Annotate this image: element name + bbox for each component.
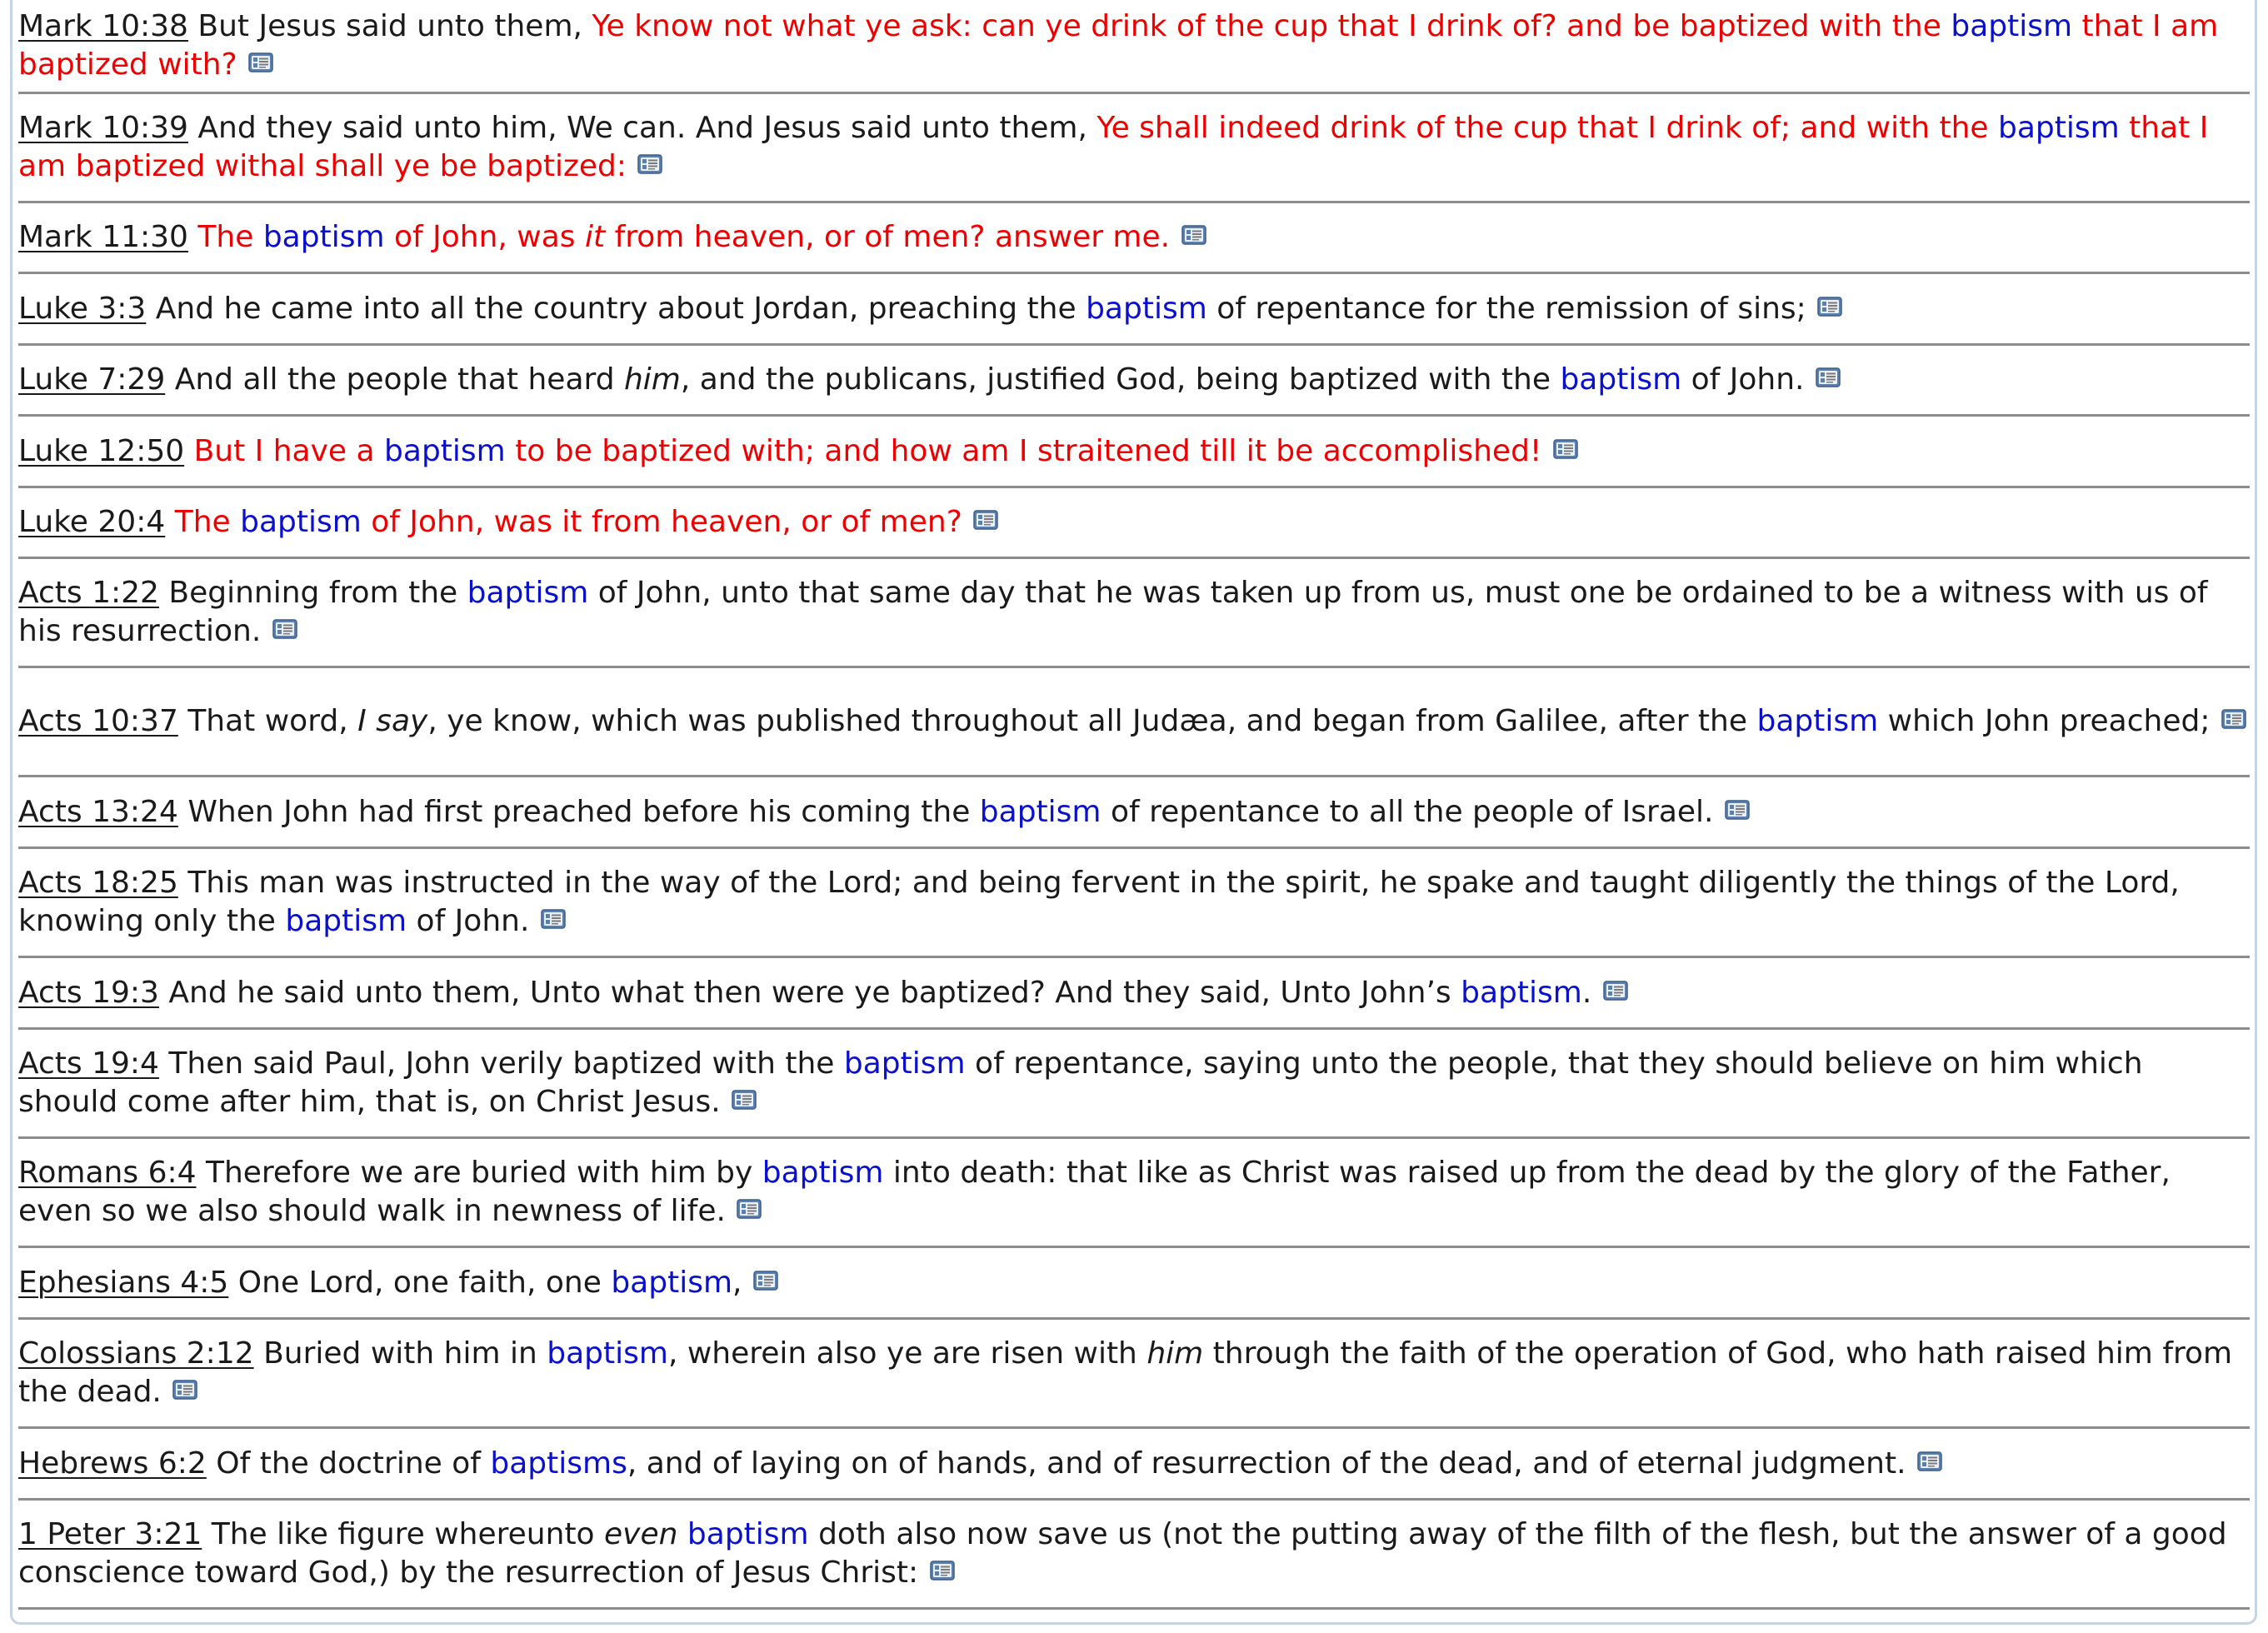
search-term-highlight: baptism	[467, 576, 589, 610]
search-term-highlight: baptism	[262, 220, 385, 254]
verse-segment: Ye shall indeed drink of the cup that I drink of; and with the	[1097, 111, 1999, 145]
verse-row	[18, 94, 2250, 203]
verse-row	[18, 1030, 2250, 1139]
verse-reference-link[interactable]: Luke 20:4	[18, 505, 166, 539]
verse-segment: I say	[357, 704, 428, 738]
verse-row	[18, 274, 2250, 346]
verse-segment: that I am baptized with?	[18, 9, 2219, 82]
verse-segment: Of the doctrine of	[216, 1446, 491, 1481]
verse-reference-link[interactable]: Acts 18:25	[18, 866, 178, 900]
verse-reference-link[interactable]: Acts 1:22	[18, 576, 159, 610]
verse-segment: The like figure whereunto	[211, 1517, 605, 1551]
verse-reference-link[interactable]: 1 Peter 3:21	[18, 1517, 202, 1551]
verse-reference-link[interactable]: Acts 13:24	[18, 794, 178, 829]
copy-verse-icon[interactable]	[1816, 367, 1841, 387]
verse-segment: And they said unto him, We can. And Jesus said unto them,	[197, 111, 1097, 145]
copy-verse-icon[interactable]	[172, 1380, 197, 1400]
verse-segment: The	[174, 505, 241, 539]
verse-text	[18, 7, 2248, 84]
verse-row	[18, 777, 2250, 849]
search-term-highlight: baptism	[285, 904, 407, 938]
verse-row	[18, 203, 2250, 274]
verse-reference-link[interactable]: Romans 6:4	[18, 1156, 197, 1190]
verse-segment: When John had first preached before his coming the	[187, 794, 980, 829]
verse-reference-link[interactable]: Acts 19:3	[18, 975, 159, 1010]
copy-verse-icon[interactable]	[1725, 800, 1750, 820]
copy-verse-icon[interactable]	[930, 1561, 955, 1581]
copy-verse-icon[interactable]	[637, 154, 662, 174]
verse-row	[18, 488, 2250, 559]
copy-verse-icon[interactable]	[272, 619, 297, 639]
search-term-highlight: baptism	[843, 1046, 966, 1081]
verse-text	[18, 290, 2248, 328]
verse-reference-link[interactable]: Mark 10:39	[18, 111, 188, 145]
verse-segment: .	[1581, 975, 1592, 1010]
verse-segment: of John.	[407, 904, 530, 938]
verse-segment: , and the publicans, justified God, being baptized with the	[680, 362, 1561, 397]
verse-text	[18, 361, 2248, 399]
verse-reference-link[interactable]: Luke 12:50	[18, 433, 185, 468]
verse-segment: , wherein also ye are risen with	[667, 1336, 1147, 1371]
verse-row	[18, 417, 2250, 488]
copy-verse-icon[interactable]	[248, 52, 273, 72]
search-term-highlight: baptisms	[490, 1446, 627, 1481]
verse-segment: it	[585, 220, 606, 254]
verse-text	[18, 109, 2248, 186]
verse-segment: him	[1146, 1336, 1204, 1371]
verse-text	[18, 574, 2248, 651]
verse-row	[18, 1501, 2250, 1610]
verse-row	[18, 559, 2250, 668]
search-term-highlight: baptism	[240, 505, 362, 539]
verse-row	[18, 958, 2250, 1030]
verse-segment: The	[197, 220, 263, 254]
verse-segment: of John, was	[384, 220, 585, 254]
copy-verse-icon[interactable]	[1917, 1451, 1942, 1471]
verse-row	[18, 1248, 2250, 1320]
verse-segment: into death: that like as Christ was raised up from the dead by the glory of the Father, even so we also should walk in newness of life.	[18, 1156, 2171, 1228]
verse-segment: But I have a	[193, 433, 385, 468]
verse-segment: ,	[732, 1265, 742, 1300]
search-term-highlight: baptism	[762, 1156, 884, 1190]
verse-text	[18, 1335, 2248, 1411]
search-term-highlight: baptism	[1560, 362, 1682, 397]
search-term-highlight: baptism	[547, 1336, 668, 1371]
verse-reference-link[interactable]: Luke 3:3	[18, 291, 147, 326]
verse-segment: of John.	[1681, 362, 1805, 397]
verse-row	[18, 1139, 2250, 1248]
verse-row	[18, 346, 2250, 417]
verse-segment: him	[623, 362, 681, 397]
verse-segment: of repentance to all the people of Israel.	[1101, 794, 1714, 829]
verse-segment: One Lord, one faith, one	[237, 1265, 612, 1300]
verse-segment: , ye know, which was published throughout all Judæa, and began from Galilee, after the	[427, 704, 1757, 738]
search-term-highlight: baptism	[1998, 111, 2120, 145]
copy-verse-icon[interactable]	[737, 1199, 762, 1219]
verse-segment: But Jesus said unto them,	[197, 9, 592, 43]
search-term-highlight: baptism	[1461, 975, 1582, 1010]
verse-segment: of John, was it from heaven, or of men?	[361, 505, 962, 539]
verse-segment: Ye know not what ye ask: can ye drink of the cup that I drink of? and be baptized with the	[592, 9, 1951, 43]
verse-segment: of repentance, saying unto the people, that they should believe on him which should come after him, that is, on Christ Jesus.	[18, 1046, 2143, 1119]
verse-segment: that I am baptized withal shall ye be baptized:	[18, 111, 2209, 183]
verse-segment: That word,	[187, 704, 358, 738]
verse-segment: from heaven, or of men? answer me.	[605, 220, 1171, 254]
search-term-highlight: baptism	[384, 433, 506, 468]
verse-segment: even	[604, 1517, 678, 1551]
copy-verse-icon[interactable]	[2221, 709, 2246, 729]
search-term-highlight: baptism	[611, 1265, 733, 1300]
verse-segment: And he came into all the country about Jordan, preaching the	[155, 291, 1087, 326]
verse-segment: And all the people that heard	[174, 362, 624, 397]
verse-reference-link[interactable]: Ephesians 4:5	[18, 1265, 229, 1300]
verse-segment	[677, 1517, 687, 1551]
verse-text	[18, 218, 2248, 257]
search-term-highlight: baptism	[1756, 704, 1879, 738]
search-term-highlight: baptism	[687, 1517, 809, 1551]
verse-segment: Then said Paul, John verily baptized with the	[168, 1046, 844, 1081]
copy-verse-icon[interactable]	[1603, 981, 1628, 1001]
verse-text	[18, 1045, 2248, 1121]
verse-row	[18, 1320, 2250, 1429]
copy-verse-icon[interactable]	[732, 1090, 757, 1110]
verse-row	[18, 668, 2250, 777]
verse-reference-link[interactable]: Mark 10:38	[18, 9, 188, 43]
search-term-highlight: baptism	[1086, 291, 1207, 326]
verse-row	[18, 1429, 2250, 1501]
copy-verse-icon[interactable]	[753, 1271, 778, 1291]
copy-verse-icon[interactable]	[1553, 439, 1578, 459]
verse-segment: And he said unto them, Unto what then were ye baptized? And they said, Unto John’s	[168, 975, 1461, 1010]
verse-segment: doth also now save us (not the putting away of the filth of the flesh, but the answer of a good conscience toward God,) by the resurrection of Jesus Christ:	[18, 1517, 2227, 1590]
verse-reference-link[interactable]: Colossians 2:12	[18, 1336, 254, 1371]
verse-text	[18, 864, 2248, 941]
verse-text	[18, 1516, 2248, 1592]
verse-text	[18, 1445, 2248, 1483]
verse-segment: which John preached;	[1878, 704, 2211, 738]
verse-segment: of John, unto that same day that he was taken up from us, must one be ordained to be a witness with us of his resurrection.	[18, 576, 2208, 648]
verse-reference-link[interactable]: Luke 7:29	[18, 362, 166, 397]
verse-segment: of repentance for the remission of sins;	[1206, 291, 1806, 326]
verse-reference-link[interactable]: Acts 19:4	[18, 1046, 159, 1081]
verse-row	[18, 0, 2250, 94]
verse-segment: This man was instructed in the way of the Lord; and being fervent in the spirit, he spake and taught diligently the things of the Lord, knowing only the	[18, 866, 2180, 938]
verse-segment: Therefore we are buried with him by	[205, 1156, 762, 1190]
verse-segment: , and of laying on of hands, and of resurrection of the dead, and of eternal judgment.	[627, 1446, 1906, 1481]
copy-verse-icon[interactable]	[1817, 297, 1842, 317]
search-term-highlight: baptism	[979, 794, 1102, 829]
copy-verse-icon[interactable]	[1181, 225, 1206, 245]
verse-segment: to be baptized with; and how am I straitened till it be accomplished!	[505, 433, 1542, 468]
verse-text	[18, 432, 2248, 471]
verse-segment: Beginning from the	[168, 576, 467, 610]
verse-results-list	[18, 0, 2250, 1610]
verse-text	[18, 702, 2248, 741]
verse-segment: Buried with him in	[263, 1336, 547, 1371]
copy-verse-icon[interactable]	[973, 510, 998, 530]
verse-reference-link[interactable]: Mark 11:30	[18, 220, 188, 254]
verse-text	[18, 503, 2248, 542]
verse-text	[18, 974, 2248, 1012]
copy-verse-icon[interactable]	[541, 909, 566, 929]
verse-reference-link[interactable]: Hebrews 6:2	[18, 1446, 207, 1481]
verse-text	[18, 1154, 2248, 1231]
verse-reference-link[interactable]: Acts 10:37	[18, 704, 178, 738]
search-term-highlight: baptism	[1951, 9, 2073, 43]
verse-text	[18, 793, 2248, 831]
verse-segment: through the faith of the operation of God, who hath raised him from the dead.	[18, 1336, 2233, 1409]
verse-row	[18, 849, 2250, 958]
verse-text	[18, 1264, 2248, 1302]
